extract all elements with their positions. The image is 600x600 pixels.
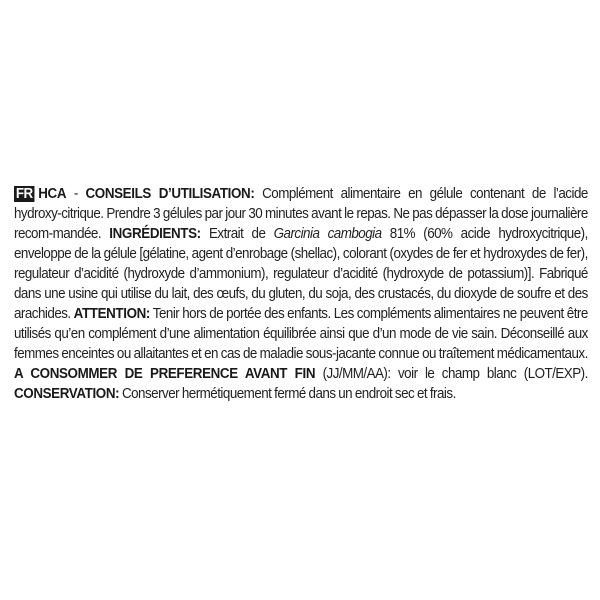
ingredients-heading: INGRÉDIENTS: <box>109 226 201 242</box>
attention-text: Tenir hors de portée des enfants. Les compléments alimentaires ne peuvent être utilisés qu’en complément d’une alimentation équilibrée ainsi que d’un mode de vie sain. Déconseillé aux femmes enceintes ou allaitantes et en cas de maladie sous-jacante connue ou traîtement médicamentaux. <box>14 306 588 362</box>
separator: - <box>66 186 86 202</box>
label-text-block <box>14 184 588 404</box>
best-before-text: (JJ/MM/AA): voir le champ blanc (LOT/EXP). <box>315 366 588 382</box>
ingredients-text: 81% (60% acide hydroxycitrique), enveloppe de la gélule [gélatine, agent d’enrobage (shellac), colorant (oxydes de fer et hydroxydes de fer), regulateur d’acidité (hydroxyde d’ammonium), regulateur d’acidité (hydroxyde de potassium)]. Fabriqué dans une usine qui utilise du lait, des œufs, du gluten, du soja, des crustacés, du dioxyde de soufre et des arachides. <box>14 226 588 322</box>
product-name: HCA <box>38 186 67 202</box>
usage-heading: CONSEILS D’UTILISATION: <box>85 186 255 202</box>
ingredients-species: Garcinia cambogia <box>273 226 382 242</box>
ingredients-text-pre: Extrait de <box>200 226 274 242</box>
language-badge: FR <box>15 186 33 202</box>
attention-heading: ATTENTION: <box>73 306 150 322</box>
storage-text: Conserver hermétiquement fermé dans un endroit sec et frais. <box>119 386 456 402</box>
usage-text: Complément alimentaire en gélule contenant de l’acide hydroxy-citrique. Prendre 3 gélules par jour 30 minutes avant le repas. Ne pas dépasser la dose journalière recom-mandée. <box>14 186 588 242</box>
storage-heading: CONSERVATION: <box>14 386 120 402</box>
best-before-heading: A CONSOMMER DE PREFERENCE AVANT FIN <box>14 366 316 382</box>
